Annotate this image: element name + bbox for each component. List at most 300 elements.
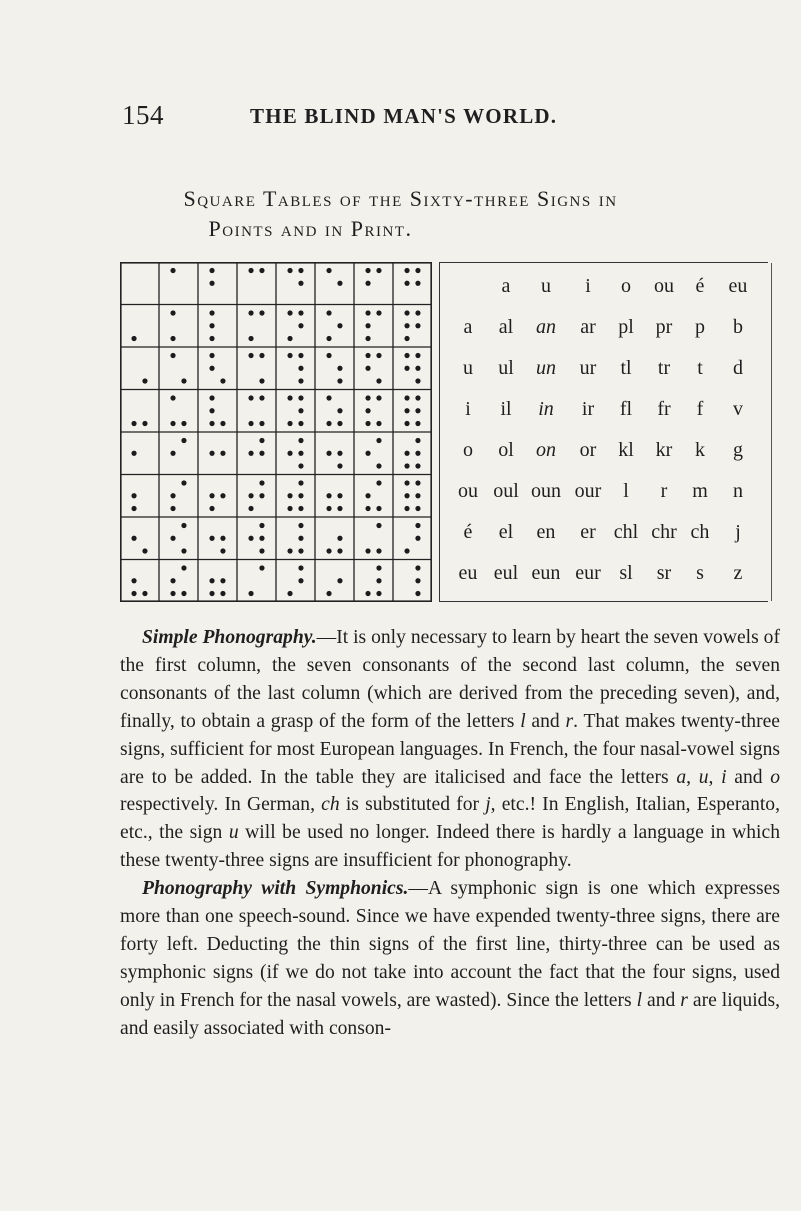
braille-dot xyxy=(404,548,409,553)
braille-dot xyxy=(415,451,420,456)
braille-dot xyxy=(259,493,264,498)
print-table-row xyxy=(440,435,768,465)
braille-dot xyxy=(142,548,147,553)
print-table-cell: ou xyxy=(654,275,674,297)
braille-dot xyxy=(298,578,303,583)
braille-dot xyxy=(181,438,186,443)
print-table-cell: n xyxy=(733,480,743,502)
text-run: , etc.! In English, Italian, Esperanto, etc., the sign xyxy=(120,794,780,844)
braille-dot xyxy=(337,548,342,553)
braille-dot xyxy=(209,506,214,511)
letter-l: l xyxy=(520,710,526,732)
braille-dot xyxy=(259,421,264,426)
braille-dot xyxy=(376,506,381,511)
print-table-row xyxy=(440,394,768,424)
braille-dot xyxy=(365,408,370,413)
braille-dot xyxy=(337,536,342,541)
text-run: —It is only necessary to learn by heart the seven vowels of the first column, the seven consonants of the second last column, the seven consonants of the last column (which are derived from the preceding seven), and, finally, to obtain a grasp of the form of the letters xyxy=(120,627,780,732)
braille-dot xyxy=(415,591,420,596)
braille-dot xyxy=(298,506,303,511)
print-table-cell: el xyxy=(498,521,514,543)
braille-dot xyxy=(170,310,175,315)
print-table-cell: r xyxy=(660,480,668,502)
braille-dot xyxy=(298,323,303,328)
braille-dot xyxy=(287,591,292,596)
braille-dot xyxy=(298,523,303,528)
braille-dot xyxy=(298,565,303,570)
braille-dot xyxy=(365,310,370,315)
print-table-cell: en xyxy=(536,521,556,543)
braille-dot xyxy=(365,493,370,498)
braille-dot xyxy=(404,268,409,273)
braille-dot xyxy=(181,548,186,553)
braille-dot xyxy=(404,323,409,328)
braille-dot xyxy=(170,591,175,596)
braille-dot xyxy=(248,336,253,341)
braille-dot xyxy=(259,438,264,443)
braille-dot xyxy=(404,408,409,413)
braille-dot xyxy=(248,268,253,273)
print-table-cell: f xyxy=(696,398,704,420)
braille-dot xyxy=(365,353,370,358)
braille-dot xyxy=(337,463,342,468)
braille-dot xyxy=(337,493,342,498)
braille-dot xyxy=(248,493,253,498)
braille-dot xyxy=(337,323,342,328)
braille-dot xyxy=(376,395,381,400)
table-title-line-2: Points and in Print. xyxy=(208,216,413,241)
braille-dot xyxy=(287,268,292,273)
print-table-cell: ur xyxy=(579,357,597,379)
braille-dot xyxy=(415,395,420,400)
print-table-cell: an xyxy=(536,316,556,338)
print-table-cell: fr xyxy=(657,398,671,420)
braille-dot xyxy=(298,281,303,286)
braille-dot xyxy=(415,480,420,485)
braille-dot xyxy=(220,378,225,383)
braille-dot xyxy=(287,506,292,511)
braille-dot xyxy=(259,536,264,541)
braille-dot xyxy=(415,493,420,498)
braille-dot xyxy=(181,565,186,570)
braille-dot xyxy=(415,463,420,468)
print-table-cell: o xyxy=(463,439,473,461)
braille-dot xyxy=(326,493,331,498)
braille-dot xyxy=(131,493,136,498)
paragraph-phonography-symphonics xyxy=(120,875,780,1042)
braille-dot xyxy=(337,366,342,371)
braille-dot xyxy=(404,480,409,485)
braille-dot xyxy=(376,438,381,443)
braille-dot xyxy=(181,378,186,383)
text-run: and xyxy=(642,989,681,1011)
print-table-cell: oun xyxy=(531,480,561,502)
braille-dot xyxy=(415,268,420,273)
print-table-cell: i xyxy=(585,275,591,297)
text-run: . That makes twenty-three signs, sufficient for most European languages. In French, the four nasal-vowel signs are to be added. In the table they are italicised and face the letters xyxy=(120,710,780,788)
text-run: , xyxy=(708,766,722,788)
braille-dot xyxy=(298,408,303,413)
braille-dot xyxy=(337,578,342,583)
braille-dot xyxy=(415,421,420,426)
braille-dot xyxy=(209,536,214,541)
braille-dot xyxy=(326,506,331,511)
braille-dot xyxy=(142,421,147,426)
text-run: is substituted for xyxy=(339,794,486,816)
braille-dot xyxy=(209,591,214,596)
print-table-cell: on xyxy=(536,439,556,461)
braille-dot xyxy=(248,421,253,426)
braille-dot xyxy=(415,378,420,383)
braille-dot xyxy=(326,395,331,400)
braille-dot xyxy=(220,493,225,498)
braille-dot xyxy=(298,395,303,400)
braille-dot xyxy=(404,353,409,358)
braille-dot xyxy=(287,493,292,498)
braille-dot xyxy=(287,451,292,456)
braille-dot xyxy=(220,548,225,553)
braille-dot xyxy=(209,578,214,583)
print-table-cell: al xyxy=(498,316,514,338)
braille-dot xyxy=(337,506,342,511)
braille-dot xyxy=(259,353,264,358)
braille-dot xyxy=(365,506,370,511)
print-table-row xyxy=(440,476,768,506)
braille-dot xyxy=(404,506,409,511)
braille-dot xyxy=(131,506,136,511)
braille-dot xyxy=(220,421,225,426)
braille-dot xyxy=(131,536,136,541)
print-table-cell: tr xyxy=(657,357,671,379)
braille-dot xyxy=(170,506,175,511)
print-table-row xyxy=(440,517,768,547)
braille-dot xyxy=(298,463,303,468)
braille-dot xyxy=(287,395,292,400)
braille-dot xyxy=(365,268,370,273)
print-table-cell: u xyxy=(541,275,551,297)
print-table-cell: tl xyxy=(620,357,632,379)
print-table-cell: ou xyxy=(458,480,478,502)
print-table-cell: eur xyxy=(575,562,601,584)
braille-dot xyxy=(337,408,342,413)
braille-dot xyxy=(326,336,331,341)
braille-dot xyxy=(209,366,214,371)
braille-dot xyxy=(209,421,214,426)
braille-dot xyxy=(415,438,420,443)
braille-dot xyxy=(376,310,381,315)
braille-dot xyxy=(131,578,136,583)
text-run: respectively. In German, xyxy=(120,794,322,816)
braille-dot xyxy=(365,591,370,596)
braille-dot xyxy=(259,480,264,485)
braille-dot xyxy=(209,336,214,341)
print-table-cell: er xyxy=(580,521,596,543)
print-table-row xyxy=(440,312,768,342)
print-table-cell: a xyxy=(501,275,511,297)
print-table-cell: g xyxy=(733,439,743,461)
braille-dot xyxy=(404,281,409,286)
print-table-cell: t xyxy=(697,357,703,379)
print-table-cell: pl xyxy=(618,316,634,338)
braille-dot xyxy=(298,378,303,383)
braille-dot xyxy=(415,578,420,583)
braille-dot xyxy=(404,395,409,400)
braille-dot xyxy=(404,366,409,371)
braille-dot xyxy=(209,451,214,456)
braille-dot xyxy=(170,451,175,456)
braille-dot xyxy=(248,451,253,456)
braille-dot xyxy=(337,281,342,286)
braille-dot xyxy=(404,336,409,341)
braille-dot xyxy=(415,353,420,358)
braille-dot xyxy=(170,395,175,400)
braille-dot xyxy=(337,451,342,456)
print-table-cell: ch xyxy=(690,521,710,543)
braille-dot xyxy=(298,536,303,541)
braille-sign-table xyxy=(120,262,432,602)
print-table-cell: a xyxy=(463,316,473,338)
braille-dot xyxy=(415,310,420,315)
print-table-cell: pr xyxy=(655,316,673,338)
letter-i: i xyxy=(721,766,727,788)
print-table-cell: b xyxy=(733,316,743,338)
braille-dot xyxy=(259,451,264,456)
print-table-cell: eun xyxy=(531,562,561,584)
braille-dot xyxy=(326,353,331,358)
braille-dot xyxy=(376,578,381,583)
braille-dot xyxy=(298,310,303,315)
braille-dot xyxy=(170,578,175,583)
braille-dot xyxy=(376,378,381,383)
braille-dot xyxy=(170,336,175,341)
braille-dot xyxy=(259,523,264,528)
text-run: —A symphonic sign is one which expresses more than one speech-sound. Since we have expended twenty-three signs, there are forty left. Deducting the thin signs of the first line, thirty-three can be used as symphonic signs (if we do not take into account the fact that the four signs, used only in French for the nasal vowels, are wasted). Since the letters xyxy=(120,878,780,1011)
braille-dot xyxy=(404,451,409,456)
braille-dot xyxy=(298,548,303,553)
braille-dot xyxy=(287,310,292,315)
braille-dot xyxy=(298,421,303,426)
braille-dot xyxy=(404,463,409,468)
print-table-cell: k xyxy=(695,439,705,461)
page-header xyxy=(122,100,762,140)
braille-dot xyxy=(209,493,214,498)
braille-dot xyxy=(365,366,370,371)
braille-dot xyxy=(170,353,175,358)
print-table-cell: un xyxy=(536,357,556,379)
table-title-line-1: Square Tables of the Sixty-three Signs in xyxy=(183,186,618,211)
print-table-cell: chr xyxy=(651,521,677,543)
print-table-cell: ar xyxy=(580,316,596,338)
letter-r: r xyxy=(565,710,574,732)
braille-dot xyxy=(376,523,381,528)
braille-dot xyxy=(298,451,303,456)
paragraph-simple-phonography xyxy=(120,624,780,875)
braille-dot xyxy=(365,395,370,400)
text-run: and xyxy=(726,766,771,788)
text-run: , xyxy=(686,766,699,788)
braille-dot xyxy=(326,310,331,315)
braille-dot xyxy=(248,353,253,358)
print-table-cell: s xyxy=(696,562,704,584)
print-table-cell: in xyxy=(538,398,554,420)
print-table-cell: kr xyxy=(655,439,673,461)
braille-dot xyxy=(209,323,214,328)
print-table-cell: l xyxy=(623,480,629,502)
braille-dot xyxy=(415,323,420,328)
braille-dot xyxy=(326,548,331,553)
letter-l: l xyxy=(636,989,643,1011)
braille-dot xyxy=(376,353,381,358)
braille-dot xyxy=(376,591,381,596)
braille-dot xyxy=(298,268,303,273)
print-table-cell: ul xyxy=(498,357,514,379)
paragraph-heading: Phonography with Symphonics. xyxy=(142,878,409,900)
letters-ch: ch xyxy=(321,794,340,816)
braille-dot xyxy=(337,378,342,383)
letter-j: j xyxy=(485,794,491,816)
braille-dot xyxy=(170,493,175,498)
braille-dot xyxy=(209,395,214,400)
braille-dot xyxy=(248,536,253,541)
braille-dot xyxy=(376,565,381,570)
print-table-cell: eu xyxy=(458,562,478,584)
braille-dot xyxy=(181,523,186,528)
braille-dot xyxy=(209,281,214,286)
print-table-cell: fl xyxy=(619,398,633,420)
braille-dot xyxy=(298,493,303,498)
print-table-cell: kl xyxy=(618,439,634,461)
print-table-cell: eul xyxy=(493,562,519,584)
table-right-edge xyxy=(771,263,772,601)
print-table-cell: i xyxy=(465,398,471,420)
braille-dot xyxy=(415,408,420,413)
print-table-cell: our xyxy=(574,480,602,502)
braille-dot xyxy=(209,353,214,358)
print-table-cell: p xyxy=(695,316,705,338)
braille-dot xyxy=(287,336,292,341)
braille-dot xyxy=(365,336,370,341)
print-table-cell: il xyxy=(500,398,512,420)
braille-dot xyxy=(376,463,381,468)
print-table-cell: ol xyxy=(498,439,514,461)
braille-dot xyxy=(170,536,175,541)
braille-dot xyxy=(248,506,253,511)
braille-dot xyxy=(131,336,136,341)
braille-dot xyxy=(209,310,214,315)
print-table-cell: v xyxy=(733,398,743,420)
braille-dot xyxy=(298,480,303,485)
braille-dot xyxy=(259,548,264,553)
braille-dot xyxy=(259,565,264,570)
braille-dot xyxy=(131,421,136,426)
print-table-cell: or xyxy=(579,439,597,461)
braille-dot xyxy=(259,310,264,315)
braille-dot xyxy=(404,310,409,315)
braille-dot xyxy=(248,591,253,596)
print-table-cell: oul xyxy=(493,480,519,502)
braille-dot xyxy=(170,421,175,426)
print-table-cell: u xyxy=(463,357,473,379)
braille-dot xyxy=(170,268,175,273)
braille-dot xyxy=(209,268,214,273)
braille-dot xyxy=(220,591,225,596)
braille-dot xyxy=(415,536,420,541)
braille-dot xyxy=(181,421,186,426)
braille-dot xyxy=(365,548,370,553)
text-run: and xyxy=(525,710,566,732)
braille-dot xyxy=(248,395,253,400)
braille-dot xyxy=(209,408,214,413)
print-table-row xyxy=(440,271,768,301)
print-table-cell: z xyxy=(733,562,743,584)
braille-dot xyxy=(415,565,420,570)
braille-dot xyxy=(142,378,147,383)
braille-dot xyxy=(326,591,331,596)
print-table-cell: é xyxy=(463,521,473,543)
letter-r: r xyxy=(680,989,688,1011)
braille-dot xyxy=(415,366,420,371)
braille-dot xyxy=(404,421,409,426)
print-table-cell: j xyxy=(735,521,741,543)
braille-dot xyxy=(404,493,409,498)
print-table-cell: é xyxy=(695,275,705,297)
braille-dot xyxy=(326,421,331,426)
braille-dot xyxy=(287,548,292,553)
page-number: 154 xyxy=(122,100,164,130)
body-text xyxy=(120,624,780,1043)
braille-dot xyxy=(415,506,420,511)
braille-dot xyxy=(376,268,381,273)
braille-dot xyxy=(220,451,225,456)
letter-o: o xyxy=(770,766,781,788)
print-sign-table xyxy=(439,262,768,602)
braille-dot xyxy=(220,578,225,583)
print-table-cell: o xyxy=(621,275,631,297)
braille-dot xyxy=(287,421,292,426)
text-run: are liquids, and easily associated with conson- xyxy=(120,989,780,1039)
braille-dot xyxy=(415,281,420,286)
print-table-cell: eu xyxy=(728,275,748,297)
print-table-cell: chl xyxy=(613,521,639,543)
braille-dot xyxy=(259,395,264,400)
letter-u: u xyxy=(698,766,709,788)
braille-dot xyxy=(376,480,381,485)
braille-dot xyxy=(181,480,186,485)
running-title: THE BLIND MAN'S WORLD. xyxy=(250,104,558,128)
braille-dot xyxy=(131,591,136,596)
braille-dot xyxy=(298,366,303,371)
braille-dot xyxy=(326,268,331,273)
braille-dot xyxy=(326,451,331,456)
braille-dot xyxy=(181,591,186,596)
braille-dot xyxy=(365,281,370,286)
braille-dot xyxy=(365,451,370,456)
letter-u: u xyxy=(228,822,239,844)
paragraph-heading: Simple Phonography. xyxy=(142,627,317,648)
print-table-cell: sr xyxy=(656,562,672,584)
text-run: will be used no longer. Indeed there is hardly a language in which these twenty-three signs are insufficient for phonography. xyxy=(120,822,780,872)
braille-dot xyxy=(248,310,253,315)
braille-dot xyxy=(376,548,381,553)
braille-dot xyxy=(259,378,264,383)
braille-dot xyxy=(365,323,370,328)
letter-a: a xyxy=(676,766,687,788)
braille-dot xyxy=(131,451,136,456)
braille-dot xyxy=(376,421,381,426)
braille-dot xyxy=(220,536,225,541)
print-table-cell: sl xyxy=(619,562,633,584)
print-table-cell: ir xyxy=(581,398,595,420)
